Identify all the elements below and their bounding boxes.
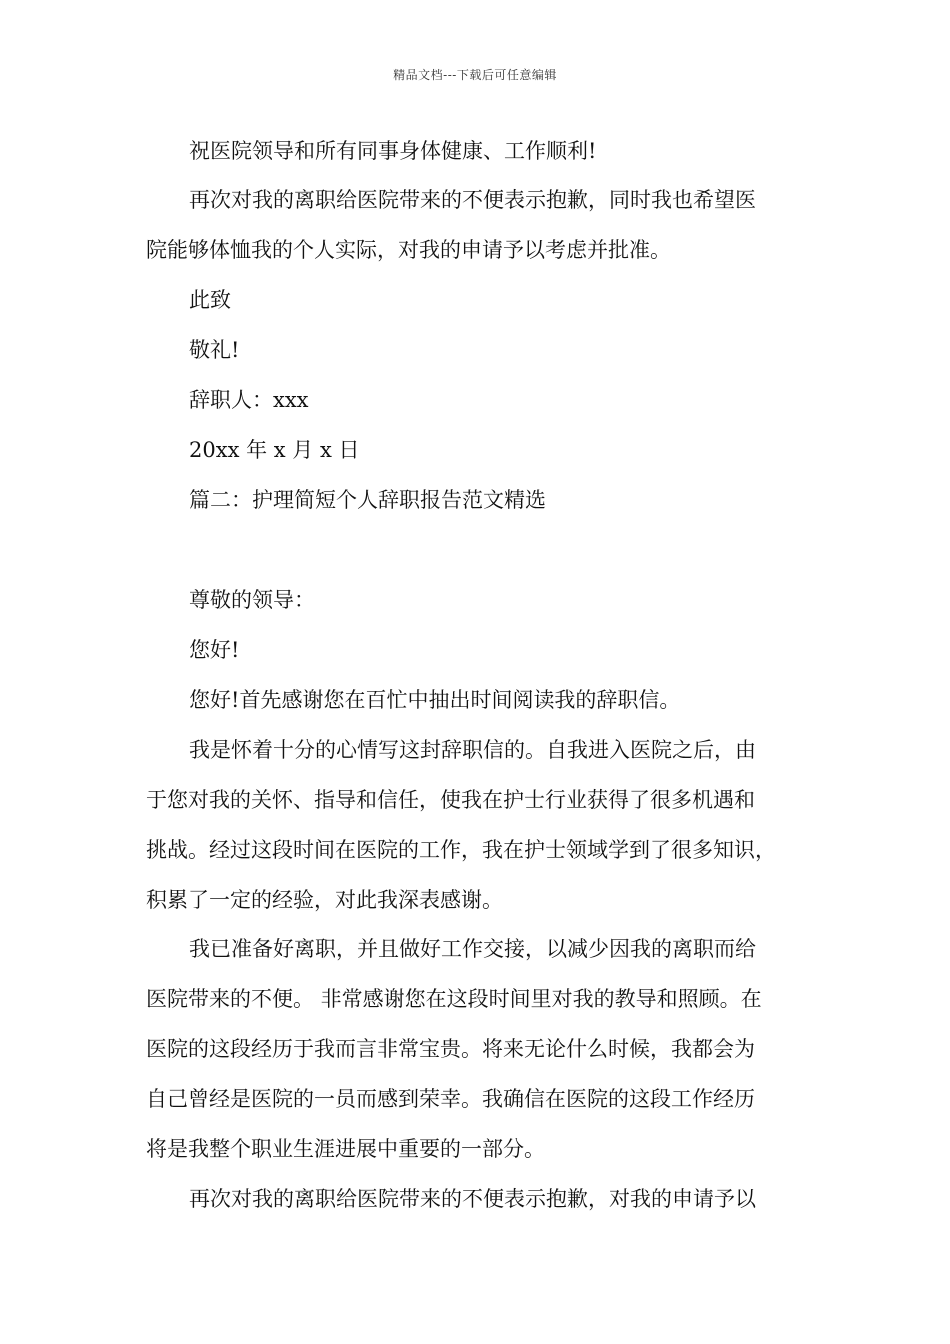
section-title: 篇二：护理简短个人辞职报告范文精选	[189, 488, 546, 512]
paragraph-start: 我已准备好离职，并且做好工作交接，以减少因我的离职而给	[189, 937, 756, 961]
text-line: 医院的这段经历于我而言非常宝贵。将来无论什么时候，我都会为	[146, 1037, 755, 1061]
paragraph-start: 再次对我的离职给医院带来的不便表示抱歉，对我的申请予以	[189, 1187, 756, 1211]
text-line: 挑战。经过这段时间在医院的工作，我在护士领域学到了很多知识，	[146, 838, 776, 862]
text-line: 祝医院领导和所有同事身体健康、工作顺利!	[189, 139, 597, 163]
closing-salutation: 此致	[189, 288, 231, 312]
text-line: 积累了一定的经验，对此我深表感谢。	[146, 888, 503, 912]
text-line: 您好!首先感谢您在百忙中抽出时间阅读我的辞职信。	[189, 688, 681, 712]
text-line: 院能够体恤我的个人实际，对我的申请予以考虑并批准。	[146, 238, 671, 262]
text-line: 将是我整个职业生涯进展中重要的一部分。	[146, 1137, 545, 1161]
paragraph-start: 我是怀着十分的心情写这封辞职信的。自我进入医院之后，由	[189, 738, 756, 762]
closing-regards: 敬礼!	[189, 338, 240, 362]
paragraph-start: 再次对我的离职给医院带来的不便表示抱歉，同时我也希望医	[189, 188, 756, 212]
text-line: 于您对我的关怀、指导和信任，使我在护士行业获得了很多机遇和	[146, 788, 755, 812]
text-line: 您好!	[189, 638, 240, 662]
date-line: 20xx 年 x 月 x 日	[189, 438, 360, 462]
page-header: 精品文档---下载后可任意编辑	[393, 68, 557, 82]
text-line: 自己曾经是医院的一员而感到荣幸。我确信在医院的这段工作经历	[146, 1087, 755, 1111]
signature-line: 辞职人：xxx	[189, 388, 309, 412]
greeting: 尊敬的领导：	[189, 588, 315, 612]
text-line: 医院带来的不便。 非常感谢您在这段时间里对我的教导和照顾。在	[146, 987, 762, 1011]
